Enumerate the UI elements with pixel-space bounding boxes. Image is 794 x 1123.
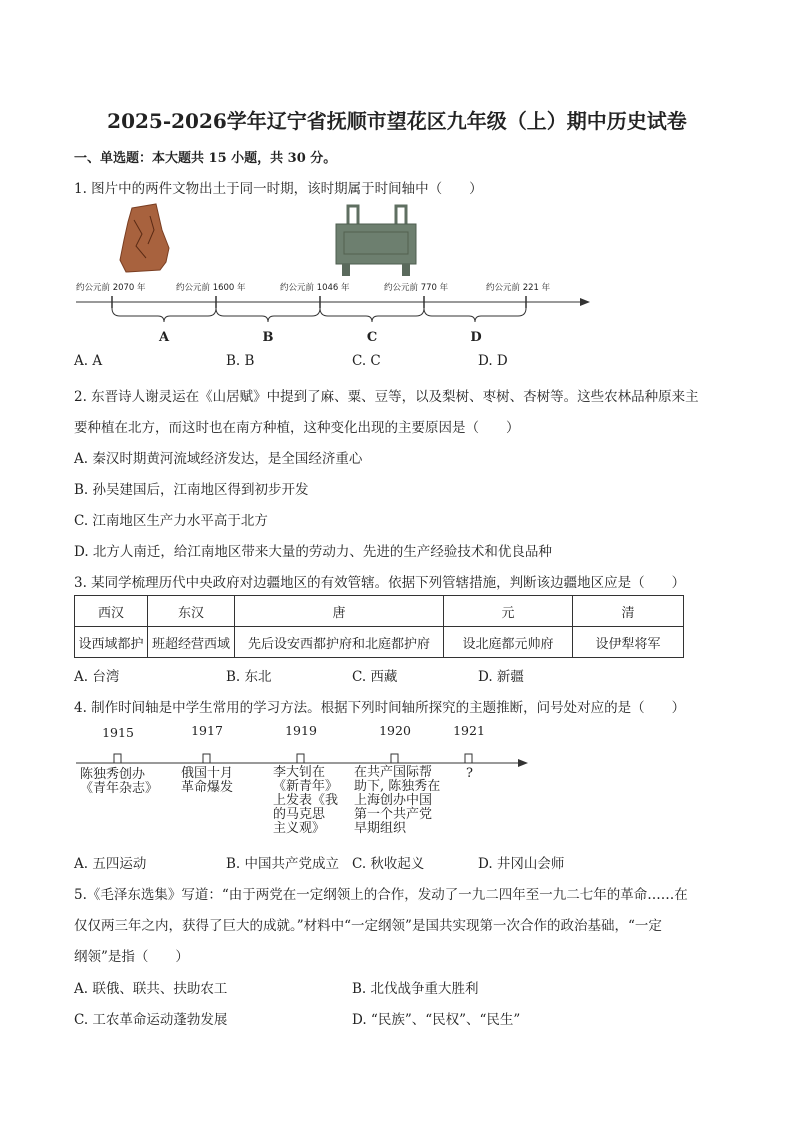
timeline-marker (203, 754, 210, 763)
q1-option-c[interactable]: C. C (352, 353, 381, 369)
q3-option-c[interactable]: C. 西藏 (352, 669, 398, 685)
timeline-marker (465, 754, 472, 763)
bronze-ding-image (336, 206, 416, 276)
question-5-stem-cont: 仅仅两三年之内，获得了巨大的成就。”材料中“一定纲领”是国共实现第一次合作的政治基础，“一定 (74, 918, 662, 934)
table-cell: 班超经营西域 (148, 627, 235, 658)
timeline-year: 1921 (453, 723, 485, 738)
brace-d (424, 308, 526, 322)
timeline-event-1920: 在共产国际帮 助下, 陈独秀在 上海创办中国 第一个共产党 早期组织 (354, 765, 441, 836)
table-header: 元 (444, 596, 573, 627)
q3-option-d[interactable]: D. 新疆 (478, 669, 524, 685)
q2-option-b[interactable]: B. 孙吴建国后，江南地区得到初步开发 (74, 482, 309, 498)
question-2-stem-cont: 要种植在北方，而这时也在南方种植，这种变化出现的主要原因是（ ） (74, 420, 520, 436)
segment-label: C (366, 330, 378, 345)
question-3-stem: 3. 某同学梳理历代中央政府对边疆地区的有效管辖。依据下列管辖措施，判断该边疆地区应是（ ） (74, 575, 686, 591)
segment-label: A (158, 330, 170, 345)
q1-option-d[interactable]: D. D (478, 353, 508, 369)
q2-option-a[interactable]: A. 秦汉时期黄河流域经济发达，是全国经济重心 (74, 451, 363, 467)
timeline-label: 约公元前 1046 年 (280, 283, 350, 293)
q2-option-c[interactable]: C. 江南地区生产力水平高于北方 (74, 513, 268, 529)
timeline-year: 1920 (379, 723, 411, 738)
brace-b (216, 308, 320, 322)
timeline-marker (114, 754, 121, 763)
q5-option-a[interactable]: A. 联俄、联共、扶助农工 (74, 981, 228, 997)
timeline-label: 约公元前 221 年 (486, 283, 551, 293)
q5-option-c[interactable]: C. 工农革命运动蓬勃发展 (74, 1012, 228, 1028)
timeline-marker (297, 754, 304, 763)
q3-option-b[interactable]: B. 东北 (226, 669, 272, 685)
oracle-bone-image (120, 204, 169, 272)
brace-a (112, 308, 216, 322)
table-header: 西汉 (75, 596, 148, 627)
q1-option-a[interactable]: A. A (74, 353, 103, 369)
page-title: 2025-2026学年辽宁省抚顺市望花区九年级（上）期中历史试卷 (107, 109, 687, 133)
timeline-event-1915: 陈独秀创办 《青年杂志》 (80, 767, 159, 796)
timeline-year: 1919 (285, 723, 317, 738)
timeline-event-1919: 李大钊在 《新青年》 上发表《我 的马克思 主义观》 (273, 765, 339, 836)
timeline-label: 约公元前 2070 年 (76, 283, 146, 293)
q5-option-b[interactable]: B. 北伐战争重大胜利 (352, 981, 479, 997)
question-1-stem: 1. 图片中的两件文物出土于同一时期，该时期属于时间轴中（ ） (74, 181, 483, 197)
timeline-marker (391, 754, 398, 763)
q4-option-d[interactable]: D. 井冈山会师 (478, 856, 565, 872)
q4-option-a[interactable]: A. 五四运动 (74, 856, 147, 872)
table-row (75, 596, 684, 627)
timeline-label: 约公元前 1600 年 (176, 283, 246, 293)
segment-label: B (262, 330, 274, 345)
table-cell: 设伊犁将军 (573, 627, 684, 658)
table-header: 东汉 (148, 596, 235, 627)
brace-c (320, 308, 424, 322)
table-header: 清 (573, 596, 684, 627)
timeline-event-1917: 俄国十月 革命爆发 (181, 766, 234, 795)
table-cell: 设西域都护 (75, 627, 148, 658)
q2-option-d[interactable]: D. 北方人南迁，给江南地区带来大量的劳动力、先进的生产经验技术和优良品种 (74, 544, 552, 560)
table-cell: 设北庭都元帅府 (444, 627, 573, 658)
q1-option-b[interactable]: B. B (226, 353, 255, 369)
q4-option-b[interactable]: B. 中国共产党成立 (226, 856, 340, 872)
section-heading: 一、单选题：本大题共 15 小题，共 30 分。 (74, 151, 337, 166)
question-5-stem-cont2: 纲领”是指（ ） (74, 949, 189, 965)
table-row (75, 627, 684, 658)
table-header: 唐 (235, 596, 444, 627)
timeline-year: 1917 (191, 723, 223, 738)
q5-option-d[interactable]: D. “民族”、“民权”、“民生” (352, 1012, 521, 1028)
timeline-label: 约公元前 770 年 (384, 283, 449, 293)
q1-timeline-figure (74, 200, 604, 350)
q3-table (74, 595, 684, 658)
timeline-event-1921: ? (466, 766, 473, 781)
q3-option-a[interactable]: A. 台湾 (74, 669, 120, 685)
table-cell: 先后设安西都护府和北庭都护府 (235, 627, 444, 658)
question-5-stem: 5.《毛泽东选集》写道：“由于两党在一定纲领上的合作，发动了一九二四年至一九二七年的革命……在 (74, 887, 688, 903)
question-4-stem: 4. 制作时间轴是中学生常用的学习方法。根据下列时间轴所探究的主题推断，问号处对应的是（ ） (74, 700, 686, 716)
q4-option-c[interactable]: C. 秋收起义 (352, 856, 425, 872)
question-2-stem: 2. 东晋诗人谢灵运在《山居赋》中提到了麻、粟、豆等，以及梨树、枣树、杏树等。这些农林品种原来主 (74, 389, 699, 405)
timeline-year: 1915 (102, 725, 134, 740)
segment-label: D (470, 330, 482, 345)
